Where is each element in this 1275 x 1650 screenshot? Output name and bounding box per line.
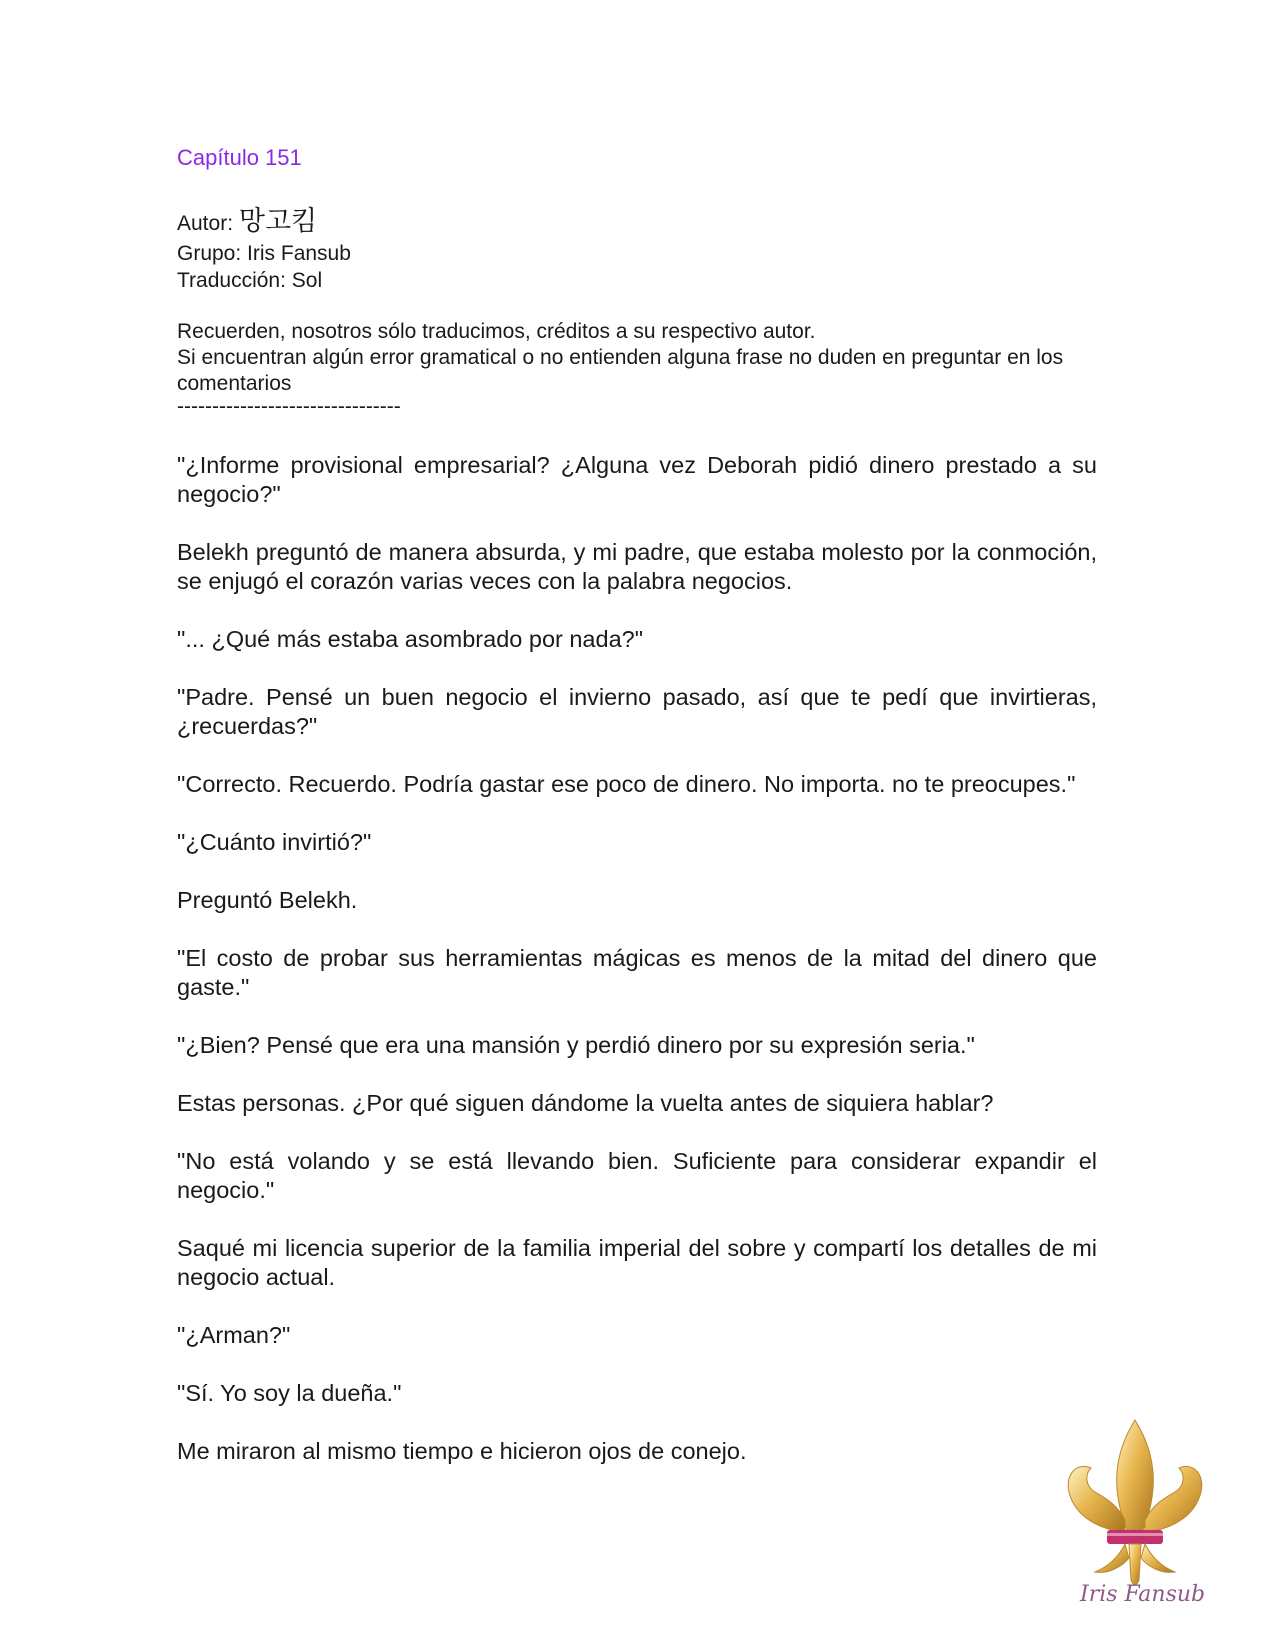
- group-line: Grupo: Iris Fansub: [177, 242, 351, 265]
- paragraph: Preguntó Belekh.: [177, 887, 358, 913]
- translation-line: Traducción: Sol: [177, 269, 323, 292]
- paragraph: Saqué mi licencia superior de la familia imperial del sobre y compartí los detalles de mi negocio actual.: [177, 1235, 1097, 1290]
- paragraph: "El costo de probar sus herramientas mágicas es menos de la mitad del dinero que gaste.": [177, 945, 1097, 1000]
- paragraph: "... ¿Qué más estaba asombrado por nada?": [177, 626, 644, 652]
- paragraph: Belekh preguntó de manera absurda, y mi padre, que estaba molesto por la conmoción, se enjugó el corazón varias veces con la palabra negocios.: [177, 539, 1097, 594]
- paragraph: "Padre. Pensé un buen negocio el invierno pasado, así que te pedí que invirtieras, ¿recuerdas?": [177, 684, 1097, 739]
- paragraph: "¿Informe provisional empresarial? ¿Alguna vez Deborah pidió dinero prestado a su negocio?": [177, 452, 1097, 507]
- paragraph: Me miraron al mismo tiempo e hicieron ojos de conejo.: [177, 1438, 747, 1464]
- notice-block: [177, 319, 1097, 417]
- paragraph: "No está volando y se está llevando bien. Suficiente para considerar expandir el negocio.": [177, 1148, 1097, 1203]
- paragraph: "¿Cuánto invirtió?": [177, 829, 372, 855]
- paragraph: Estas personas. ¿Por qué siguen dándome la vuelta antes de siquiera hablar?: [177, 1090, 994, 1116]
- chapter-body: [177, 451, 1097, 1466]
- document-page: [177, 144, 1097, 1495]
- paragraph: "Sí. Yo soy la dueña.": [177, 1380, 402, 1406]
- paragraph: "Correcto. Recuerdo. Podría gastar ese poco de dinero. No importa. no te preocupes.": [177, 771, 1076, 797]
- chapter-title: Capítulo 151: [177, 145, 302, 170]
- paragraph: "¿Bien? Pensé que era una mansión y perdió dinero por su expresión seria.": [177, 1032, 975, 1058]
- separator-line: --------------------------------: [177, 397, 401, 417]
- author-line: [177, 206, 1097, 240]
- notice-line-2: Si encuentran algún error gramatical o no entienden alguna frase no duden en preguntar en los comentarios: [177, 346, 1064, 395]
- author-label: Autor:: [177, 212, 239, 235]
- logo-caption: Iris Fansub: [1080, 1582, 1206, 1607]
- paragraph: "¿Arman?": [177, 1322, 291, 1348]
- author-name: 망고킴: [238, 206, 318, 237]
- notice-line-1: Recuerden, nosotros sólo traducimos, créditos a su respectivo autor.: [177, 320, 816, 343]
